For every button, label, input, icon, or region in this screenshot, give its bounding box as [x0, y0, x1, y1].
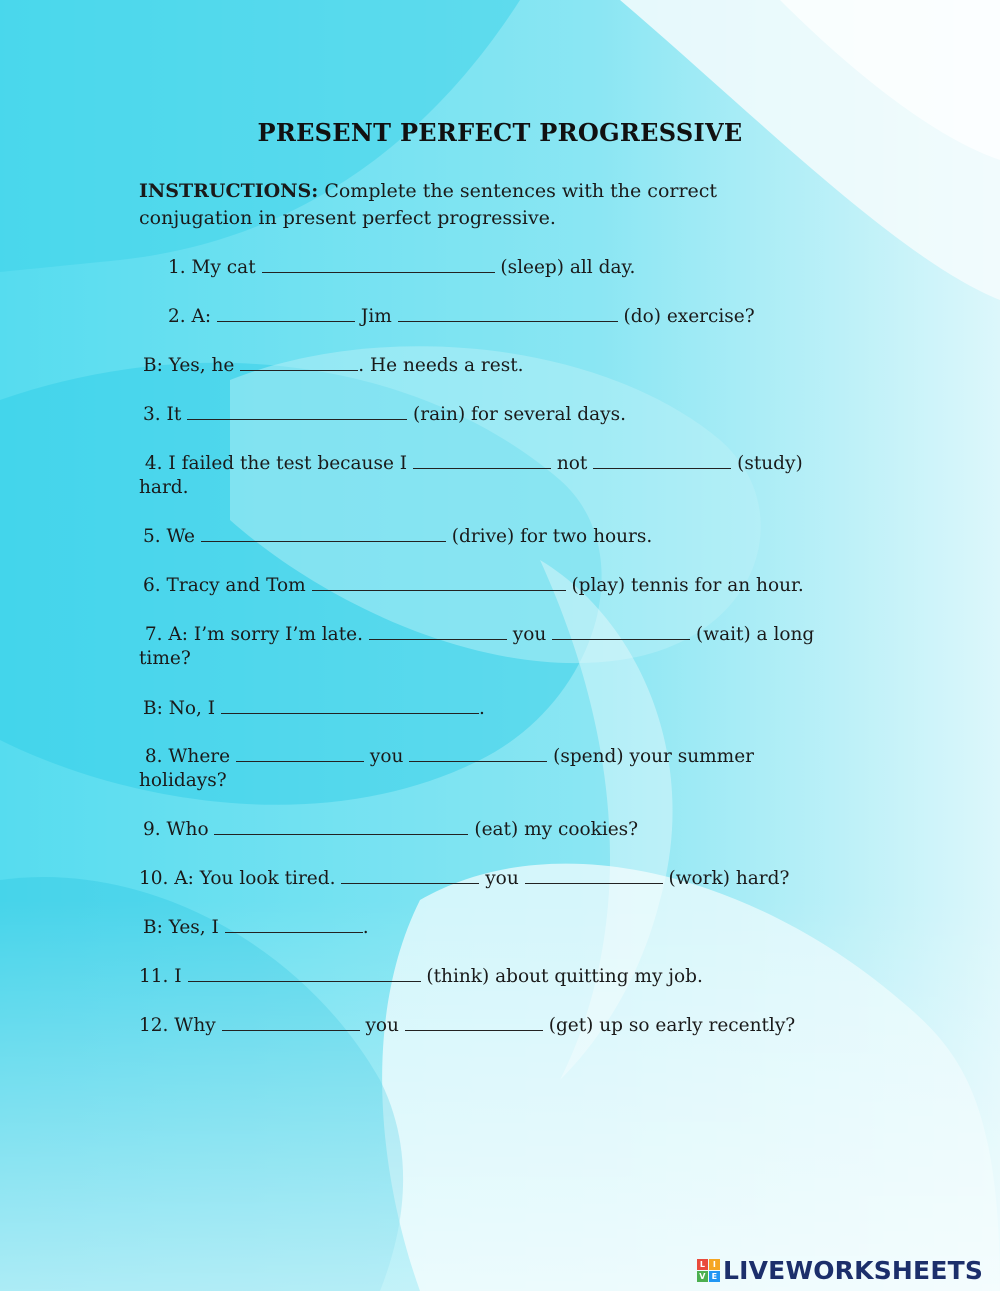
- item-3: [143, 403, 863, 427]
- item-10b-text-a: B: Yes, I: [143, 917, 225, 938]
- item-9-text-b: (eat) my cookies?: [468, 819, 639, 840]
- item-10-text-a: 10. A: You look tired.: [139, 868, 342, 889]
- item-10-text-b: you: [479, 868, 525, 889]
- item-2-text-c: (do) exercise?: [617, 306, 755, 327]
- item-12-text-b: you: [359, 1015, 405, 1036]
- logo-mark-letter: I: [709, 1259, 720, 1270]
- answer-blank[interactable]: [593, 452, 731, 469]
- logo-mark-letter: V: [697, 1271, 708, 1282]
- item-2-response: [143, 354, 863, 378]
- item-10-text-c: (work) hard?: [662, 868, 790, 889]
- answer-blank[interactable]: [341, 867, 479, 884]
- item-2-text-b: Jim: [355, 306, 398, 327]
- item-6-text-a: 6. Tracy and Tom: [143, 575, 312, 596]
- item-2b-text-b: . He needs a rest.: [358, 355, 524, 376]
- logo-text: LIVEWORKSHEETS: [723, 1255, 984, 1285]
- answer-blank[interactable]: [552, 623, 690, 640]
- item-12-text-c: (get) up so early recently?: [542, 1015, 796, 1036]
- item-8-text-a: 8. Where: [144, 746, 236, 767]
- item-10-response: [143, 916, 863, 940]
- answer-blank[interactable]: [525, 867, 663, 884]
- item-7b-text-b: .: [478, 698, 485, 719]
- logo-mark-letter: L: [697, 1259, 708, 1270]
- item-9-text-a: 9. Who: [143, 819, 215, 840]
- answer-blank[interactable]: [188, 965, 421, 982]
- item-11: [139, 965, 859, 989]
- answer-blank[interactable]: [409, 745, 547, 762]
- item-6: [143, 574, 863, 598]
- item-11-text-b: (think) about quitting my job.: [420, 966, 703, 987]
- item-5-text-a: 5. We: [143, 526, 201, 547]
- answer-blank[interactable]: [312, 574, 566, 591]
- answer-blank[interactable]: [201, 525, 446, 542]
- liveworksheets-logo[interactable]: [697, 1255, 983, 1285]
- item-10b-text-b: .: [362, 917, 369, 938]
- item-7-response: [143, 697, 863, 721]
- item-8-text-c: (spend) your summer holidays?: [139, 746, 755, 791]
- answer-blank[interactable]: [225, 916, 363, 933]
- item-3-text-b: (rain) for several days.: [407, 404, 626, 425]
- instructions-text: Complete the sentences with the correct conjugation in present perfect progressive.: [139, 180, 718, 229]
- item-11-text-a: 11. I: [139, 966, 188, 987]
- item-4-text-a: 4. I failed the test because I: [144, 453, 413, 474]
- item-7-text-c: (wait) a long time?: [139, 624, 815, 669]
- item-1-text-b: (sleep) all day.: [494, 257, 636, 278]
- answer-blank[interactable]: [398, 305, 618, 322]
- answer-blank[interactable]: [413, 452, 551, 469]
- answer-blank[interactable]: [187, 403, 407, 420]
- instructions-label: INSTRUCTIONS:: [139, 180, 319, 202]
- item-12: [139, 1014, 859, 1038]
- item-2b-text-a: B: Yes, he: [143, 355, 241, 376]
- item-5: [143, 525, 863, 549]
- item-4-text-c: (study) hard.: [139, 453, 803, 498]
- answer-blank[interactable]: [221, 697, 479, 714]
- item-7-text-a: 7. A: I’m sorry I’m late.: [144, 624, 369, 645]
- item-4: [139, 452, 839, 500]
- item-7b-text-a: B: No, I: [143, 698, 221, 719]
- item-4-text-b: not: [550, 453, 594, 474]
- answer-blank[interactable]: [405, 1014, 543, 1031]
- answer-blank[interactable]: [240, 354, 358, 371]
- answer-blank[interactable]: [217, 305, 355, 322]
- answer-blank[interactable]: [262, 256, 495, 273]
- answer-blank[interactable]: [236, 745, 364, 762]
- item-8-text-b: you: [363, 746, 410, 767]
- item-1: [168, 256, 888, 280]
- item-7-text-b: you: [506, 624, 553, 645]
- item-2-text-a: 2. A:: [168, 306, 218, 327]
- item-7: [139, 623, 839, 671]
- instructions: [139, 178, 829, 232]
- item-1-text-a: 1. My cat: [168, 257, 262, 278]
- answer-blank[interactable]: [214, 818, 468, 835]
- logo-mark-letter: E: [709, 1271, 720, 1282]
- logo-mark-icon: [697, 1259, 720, 1282]
- item-12-text-a: 12. Why: [139, 1015, 222, 1036]
- item-5-text-b: (drive) for two hours.: [445, 526, 653, 547]
- item-2: [168, 305, 888, 329]
- item-6-text-b: (play) tennis for an hour.: [565, 575, 804, 596]
- page-title: PRESENT PERFECT PROGRESSIVE: [257, 118, 743, 147]
- answer-blank[interactable]: [369, 623, 507, 640]
- item-10: [139, 867, 859, 891]
- answer-blank[interactable]: [222, 1014, 360, 1031]
- item-8: [139, 745, 839, 793]
- item-9: [143, 818, 863, 842]
- item-3-text-a: 3. It: [143, 404, 188, 425]
